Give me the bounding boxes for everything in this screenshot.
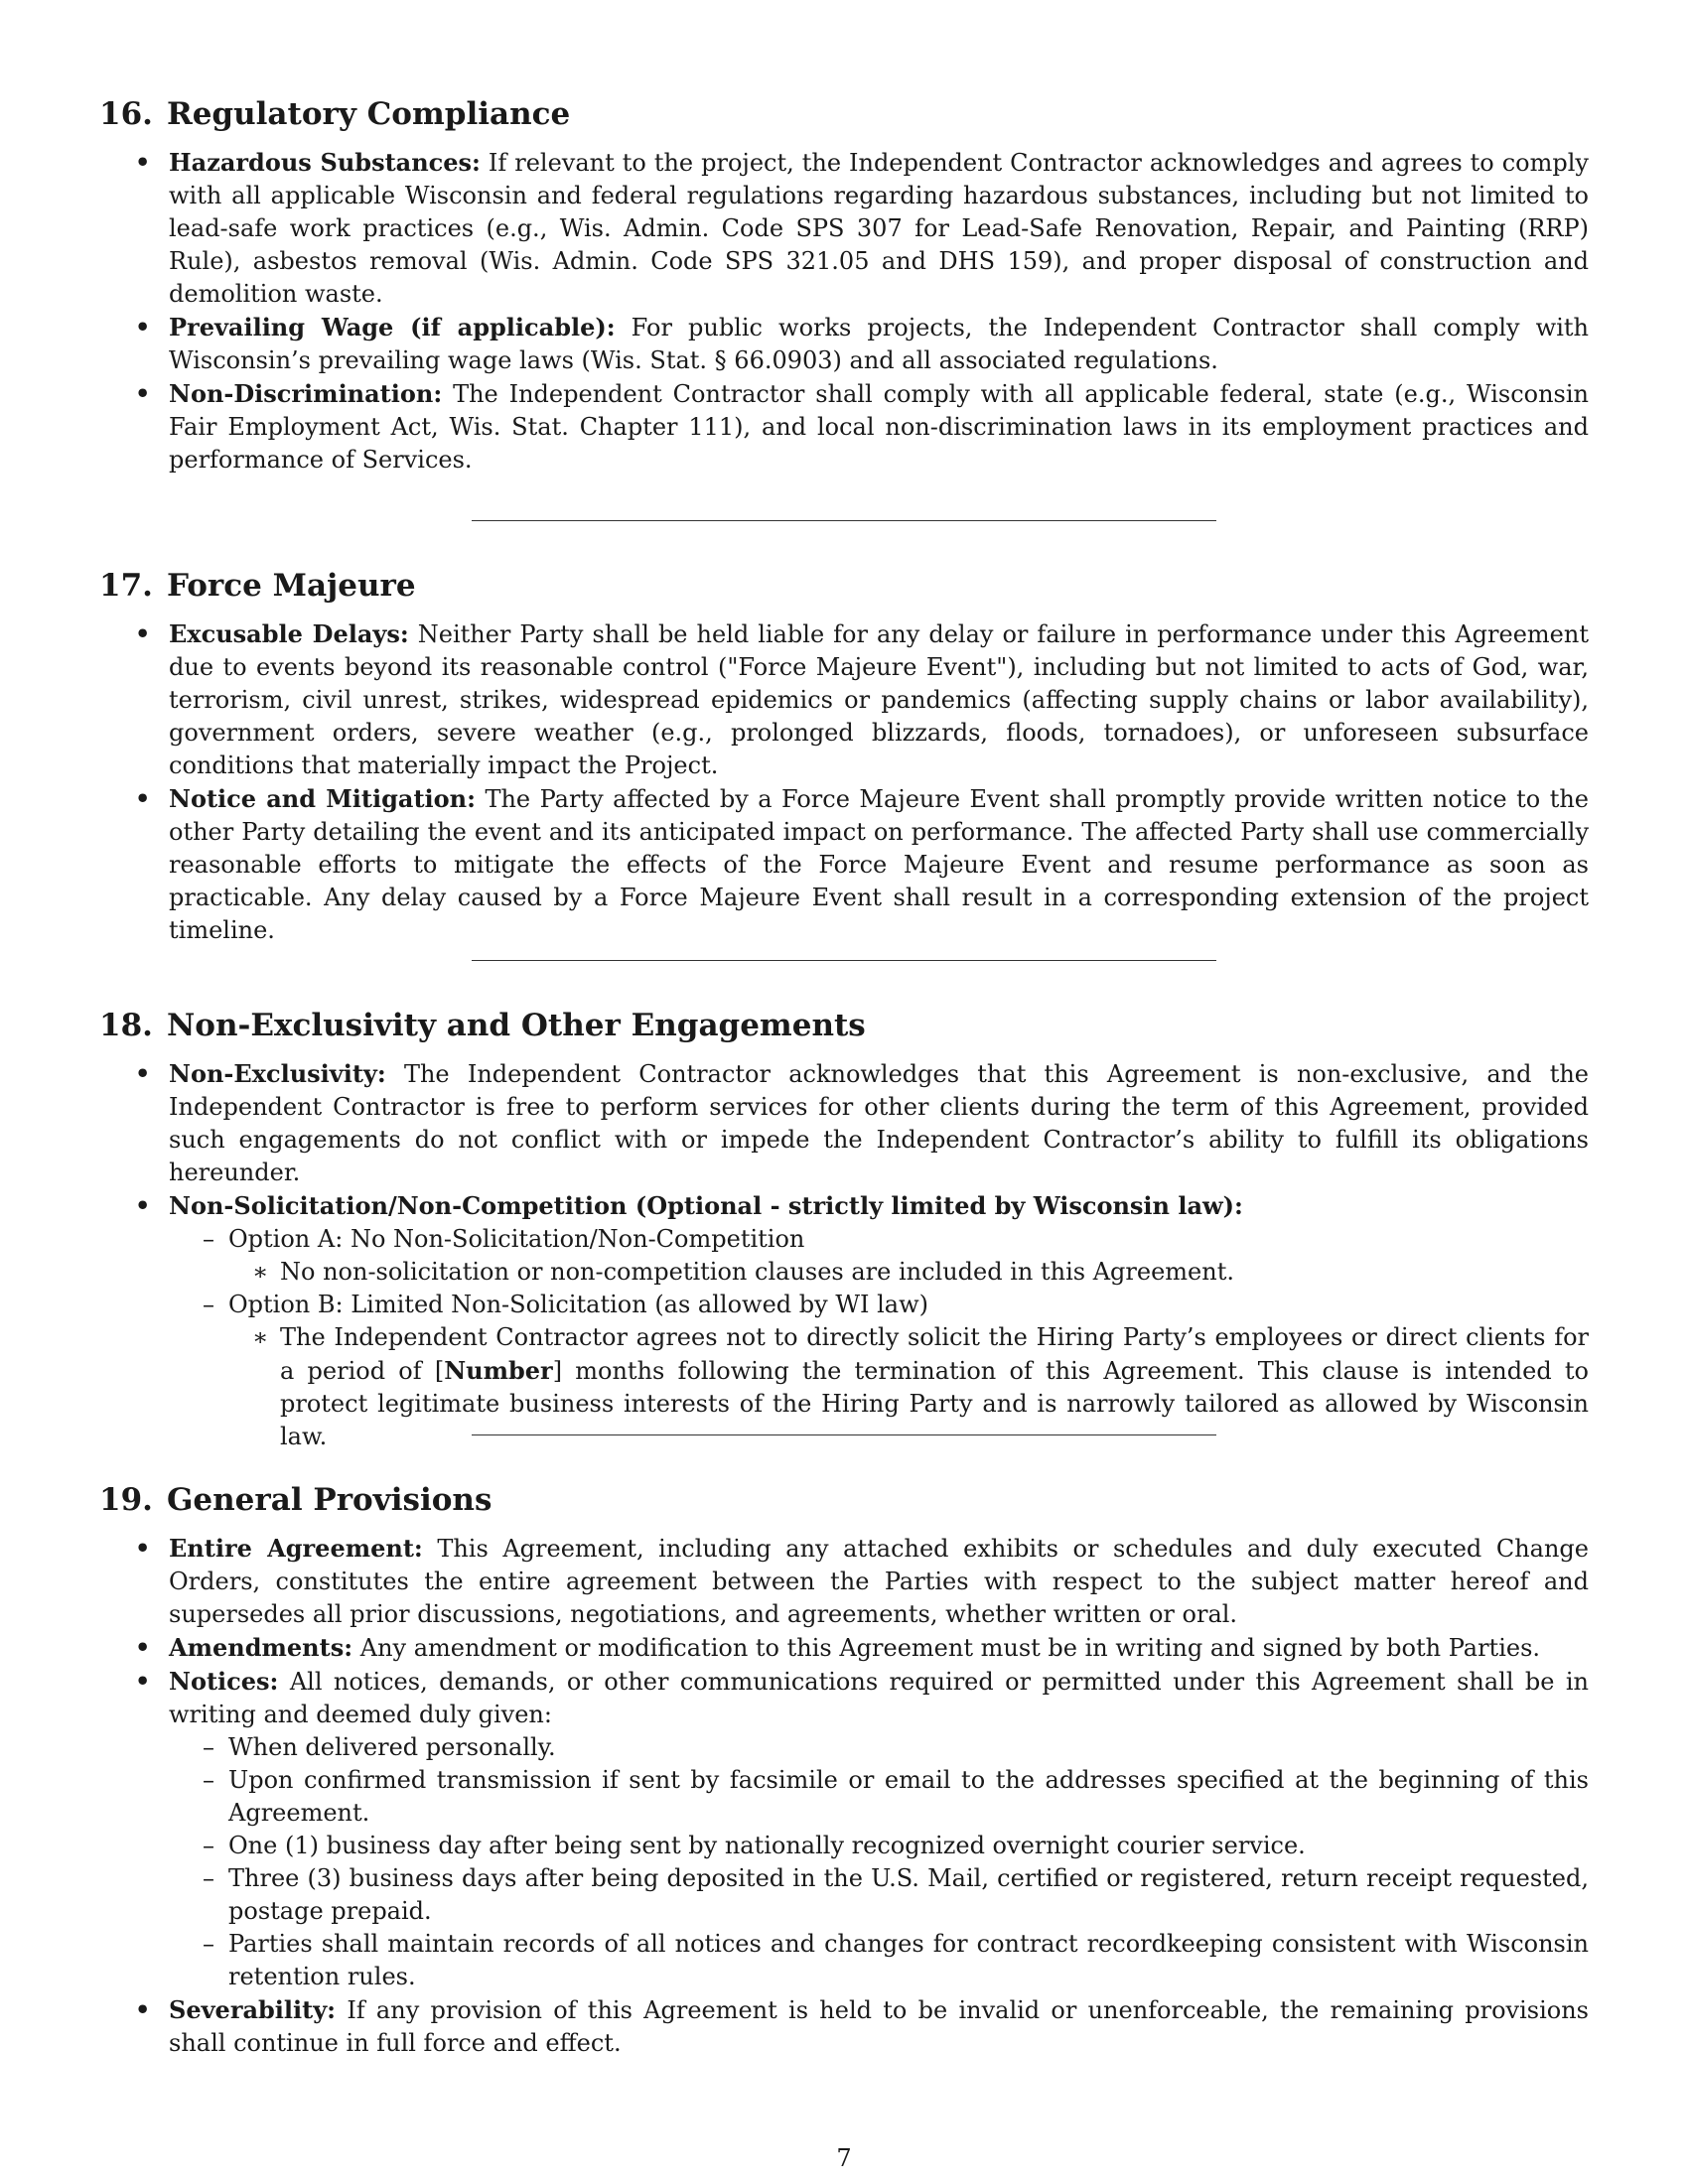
section-divider [472, 960, 1216, 961]
bullet-list [99, 1057, 1589, 1453]
bullet-icon: • [135, 148, 151, 177]
list-item: • Excusable Delays: Neither Party shall be held liable for any delay or failure in performance under this Agreement due to events beyond its reasonable control ("Force Majeure Event"), including but not limited to acts of God, war, terrorism, civil unrest, strikes, widespread epidemics or pandemics (affecting supply chains or labor availability), government orders, severe weather (e.g., prolonged blizzards, floods, tornadoes), or unforeseen subsurface conditions that materially impact the Project. [135, 619, 1589, 779]
dash-icon: – [203, 1832, 214, 1859]
page-number: 7 [836, 2144, 852, 2172]
list-item: • Entire Agreement: This Agreement, including any attached exhibits or schedules and duly executed Change Orders, constitutes the entire agreement between the Parties with respect to the subject matter hereof and supersedes all prior discussions, negotiations, and agreements, whether written or oral. [135, 1534, 1589, 1628]
bullet-icon: • [135, 1633, 151, 1662]
list-item: • Notices: All notices, demands, or other communications required or permitted under this Agreement shall be in writing and deemed duly given: – When delivered personally. – Upon confirmed transmission if sent by facsimile or email to the addresses specified at the beginning of this Agreement. – One (1) business day after being sent by nationally recognized overnight courier service. – Three (3) business days after being deposited in the U.S. Mail, certified or registered, return receipt requested, postage prepaid. – Parties shall maintain records of all notices and changes for contract recordkeeping consistent with Wisconsin retention rules. [99, 1665, 1589, 1993]
bullet-icon: • [135, 1667, 151, 1696]
list-item: • Hazardous Substances: If relevant to the project, the Independent Contractor acknowledges and agrees to comply with all applicable Wisconsin and federal regulations regarding hazardous substances, including but not limited to lead-safe work practices (e.g., Wis. Admin. Code SPS 307 for Lead-Safe Renovation, Repair, and Painting (RRP) Rule), asbestos removal (Wis. Admin. Code SPS 321.05 and DHS 159), and proper disposal of construction and demolition waste. [135, 148, 1589, 308]
notice-method: – Three (3) business days after being deposited in the U.S. Mail, certified or registered, return receipt requested, postage prepaid. [203, 1864, 1589, 1925]
bullet-icon: • [135, 379, 151, 408]
asterisk-icon: ∗ [252, 1323, 269, 1351]
bullet-icon: • [135, 1191, 151, 1220]
bullet-icon: • [135, 1059, 151, 1088]
section-heading: 18. Non-Exclusivity and Other Engagements [99, 1008, 866, 1043]
bullet-icon: • [135, 1995, 151, 2024]
option-list [169, 1223, 1589, 1453]
dash-icon: – [203, 1864, 214, 1892]
list-item: • Severability: If any provision of this Agreement is held to be invalid or unenforceable, the remaining provisions shall continue in full force and effect. [135, 1995, 1589, 2057]
section-force-majeure [99, 566, 1589, 947]
notice-method: – When delivered personally. [169, 1731, 1589, 1764]
notice-method: – Upon confirmed transmission if sent by facsimile or email to the addresses specified at the beginning of this Agreement. [203, 1766, 1589, 1827]
option-item: – Option A: No Non-Solicitation/Non-Competition ∗ No non-solicitation or non-competition clauses are included in this Agreement. [169, 1223, 1589, 1289]
section-regulatory-compliance [99, 94, 1589, 477]
option-detail: ∗ The Independent Contractor agrees not to directly solicit the Hiring Party’s employees or direct clients for a period of [Number] months following the termination of this Agreement. This clause is intended to protect legitimate business interests of the Hiring Party and is narrowly tailored as allowed by Wisconsin law. [252, 1323, 1590, 1450]
section-general-provisions [99, 1480, 1589, 2060]
dash-icon: – [203, 1733, 214, 1761]
list-item: • Notice and Mitigation: The Party affected by a Force Majeure Event shall promptly provide written notice to the other Party detailing the event and its anticipated impact on performance. The affected Party shall use commercially reasonable efforts to mitigate the effects of the Force Majeure Event and resume performance as soon as practicable. Any delay caused by a Force Majeure Event shall result in a corresponding extension of the project timeline. [135, 784, 1589, 944]
notice-method: – Parties shall maintain records of all notices and changes for contract recordkeeping consistent with Wisconsin retention rules. [203, 1930, 1589, 1990]
list-item: • Amendments: Any amendment or modification to this Agreement must be in writing and signed by both Parties. [135, 1633, 1541, 1662]
section-divider [472, 520, 1216, 521]
list-item: • Non-Solicitation/Non-Competition (Optional - strictly limited by Wisconsin law): – Option A: No Non-Solicitation/Non-Competition ∗ No non-solicitation or non-competition clauses are included in this Agreement. – Option B: Limited Non-Solicitation (as allowed by WI law) ∗ The Independent Contractor agrees not to directly solicit the Hiring Party’s employees or direct clients for a period of [Number] months following the termination of this Agreement. This clause is intended to protect legitimate business interests of the Hiring Party and is narrowly tailored as allowed by Wisconsin law. [99, 1189, 1589, 1453]
bullet-icon: • [135, 313, 151, 341]
bullet-icon: • [135, 784, 151, 813]
asterisk-icon: ∗ [252, 1258, 269, 1286]
option-item: – Option B: Limited Non-Solicitation (as allowed by WI law) ∗ The Independent Contractor agrees not to directly solicit the Hiring Party’s employees or direct clients for a period of [Number] months following the termination of this Agreement. This clause is intended to protect legitimate business interests of the Hiring Party and is narrowly tailored as allowed by Wisconsin law. [169, 1289, 1589, 1453]
bullet-list [99, 146, 1589, 477]
notice-method-list [169, 1731, 1589, 1993]
list-item: • Prevailing Wage (if applicable): For public works projects, the Independent Contractor shall comply with Wisconsin’s prevailing wage laws (Wis. Stat. § 66.0903) and all associated regulations. [135, 313, 1590, 374]
notice-method: – One (1) business day after being sent by nationally recognized overnight courier service. [169, 1830, 1589, 1862]
section-non-exclusivity [99, 1006, 1589, 1453]
bullet-icon: • [135, 1534, 151, 1563]
section-heading: 17. Force Majeure [99, 568, 416, 604]
dash-icon: – [203, 1291, 214, 1318]
option-detail: ∗ No non-solicitation or non-competition clauses are included in this Agreement. [228, 1256, 1589, 1289]
list-item: • Non-Exclusivity: The Independent Contractor acknowledges that this Agreement is non-exclusive, and the Independent Contractor is free to perform services for other clients during the term of this Agreement, provided such engagements do not conflict with or impede the Independent Contractor’s ability to fulfill its obligations hereunder. [135, 1059, 1589, 1186]
bullet-list [99, 617, 1589, 947]
list-item: • Non-Discrimination: The Independent Contractor shall comply with all applicable federal, state (e.g., Wisconsin Fair Employment Act, Wis. Stat. Chapter 111), and local non-discrimination laws in its employment practices and performance of Services. [135, 379, 1589, 474]
section-divider [472, 1434, 1216, 1435]
dash-icon: – [203, 1225, 214, 1253]
section-heading: 19. General Provisions [99, 1482, 492, 1518]
bullet-icon: • [135, 619, 151, 648]
option-detail-list [228, 1256, 1589, 1289]
dash-icon: – [203, 1930, 214, 1958]
section-heading: 16. Regulatory Compliance [99, 96, 571, 132]
bullet-list [99, 1532, 1589, 2060]
dash-icon: – [203, 1766, 214, 1794]
